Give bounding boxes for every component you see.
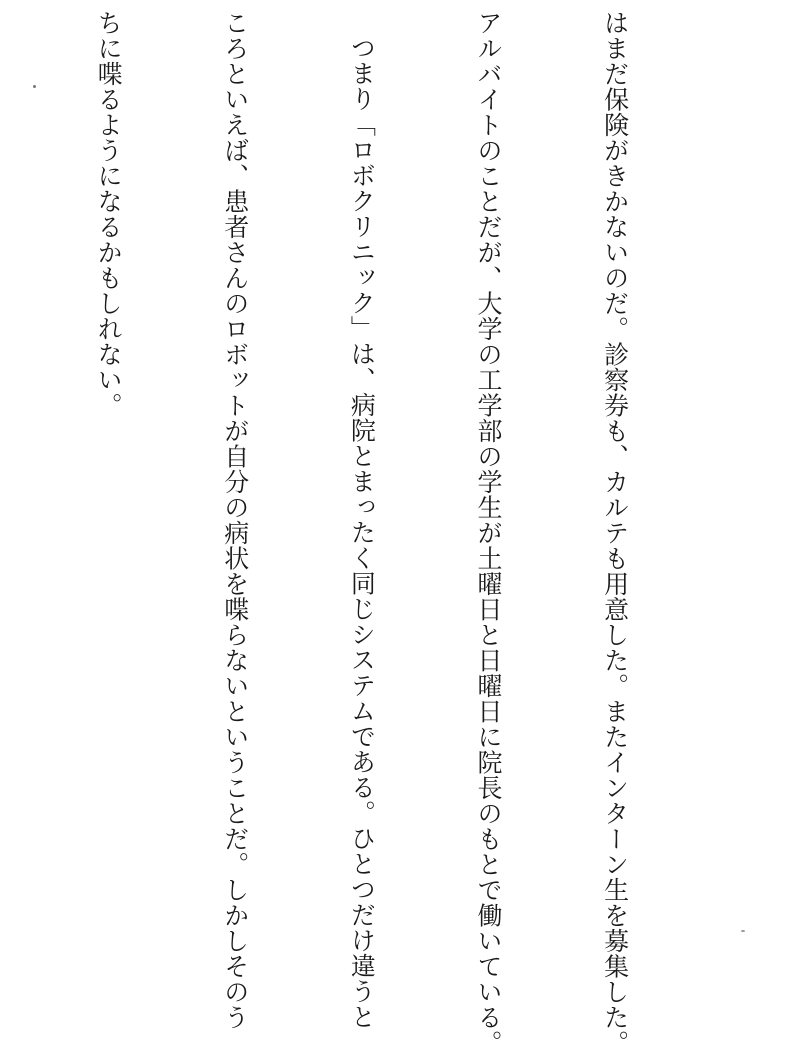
scan-speck: [33, 85, 36, 88]
text-line-5: ちに喋るようになるかもしれない。: [94, 10, 124, 418]
text-line-3: つまり「ロボクリニック」は、病院とまったく同じシステムである。ひとつだけ違うと: [347, 35, 377, 1030]
vertical-text-body: [0, 10, 720, 1056]
scan-speck: [741, 930, 745, 932]
text-line-4: ころといえば、患者さんのロボットが自分の病状を喋らないということだ。しかしそのう: [220, 10, 250, 1030]
text-line-1: はまだ保険がきかないのだ。診察券も、カルテも用意した。またインターン生を募集した。: [600, 10, 630, 1056]
text-line-2: アルバイトのことだが、大学の工学部の学生が土曜日と日曜日に院長のもとで働いている。: [473, 10, 503, 1056]
text-line-6: [0, 10, 3, 970]
